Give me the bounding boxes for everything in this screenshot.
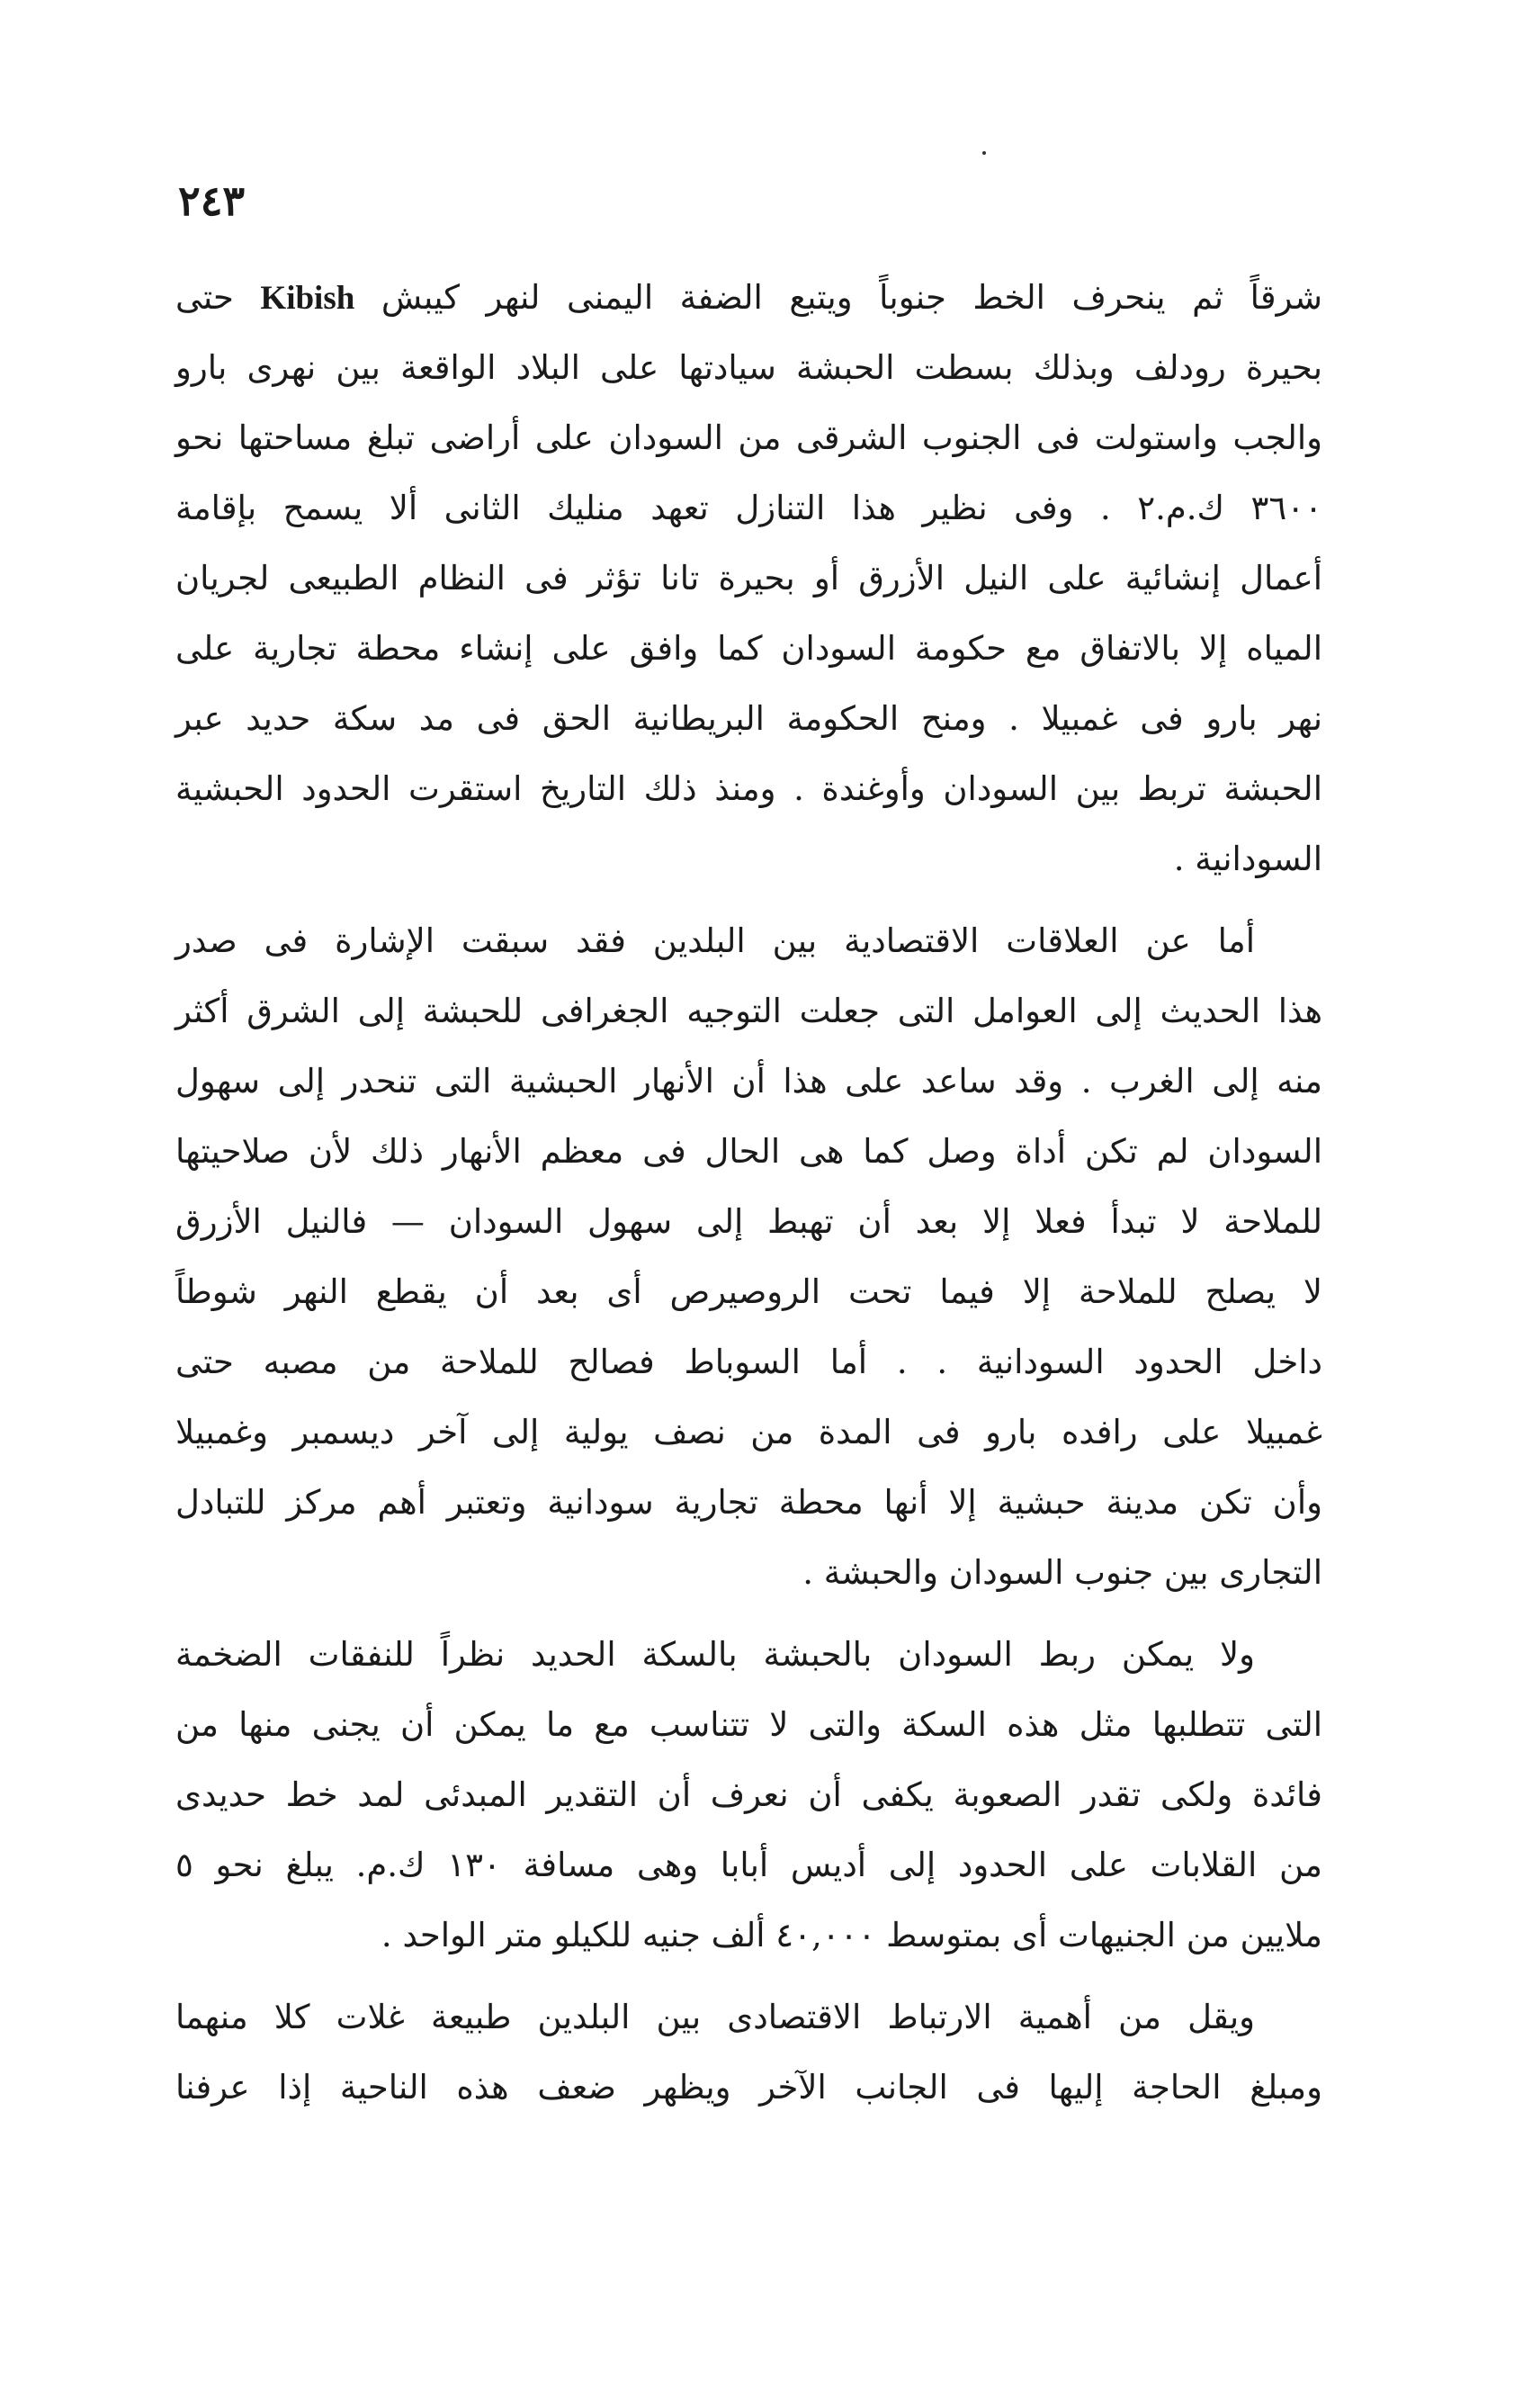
text-line: هذا الحديث إلى العوامل التى جعلت التوجيه الجغرافى للحبشة إلى الشرق أكثر <box>175 992 1322 1030</box>
text-line <box>175 263 1322 333</box>
text-line: ملايين من الجنيهات أى بمتوسط ٤٠,٠٠٠ ألف جنيه للكيلو متر الواحد . <box>381 1916 1322 1954</box>
latin-term: Kibish <box>260 280 355 317</box>
paragraph-3 <box>175 1620 1322 1971</box>
page-number: ٢٤٣ <box>178 176 246 225</box>
text-line: أعمال إنشائية على النيل الأزرق أو بحيرة تانا تؤثر فى النظام الطبيعى لجريان <box>175 559 1322 598</box>
text-line: ويقل من أهمية الارتباط الاقتصادى بين البلدين طبيعة غلات كلا منهما <box>175 1998 1255 2036</box>
text-line: المياه إلا بالاتفاق مع حكومة السودان كما وافق على إنشاء محطة تجارية على <box>175 629 1322 668</box>
text-line: وأن تكن مدينة حبشية إلا أنها محطة تجارية سودانية وتعتبر أهم مركز للتبادل <box>175 1483 1322 1522</box>
text-line: داخل الحدود السودانية . . أما السوباط فصالح للملاحة من مصبه حتى <box>175 1343 1322 1381</box>
text-line: ومبلغ الحاجة إليها فى الجانب الآخر ويظهر ضعف هذه الناحية إذا عرفنا <box>175 2068 1322 2107</box>
paragraph-4 <box>175 1982 1322 2123</box>
text-line: غمبيلا على رافده بارو فى المدة من نصف يولية إلى آخر ديسمبر وغمبيلا <box>175 1413 1322 1451</box>
text-line: للملاحة لا تبدأ فعلا إلا بعد أن تهبط إلى سهول السودان — فالنيل الأزرق <box>175 1202 1322 1241</box>
text-segment: حتى <box>175 278 261 317</box>
text-line: نهر بارو فى غمبيلا . ومنح الحكومة البريطانية الحق فى مد سكة حديد عبر <box>175 699 1322 738</box>
text-line: ولا يمكن ربط السودان بالحبشة بالسكة الحديد نظراً للنفقات الضخمة <box>175 1635 1255 1674</box>
text-line: السودانية . <box>1173 840 1322 878</box>
print-speck <box>982 151 986 155</box>
text-line: لا يصلح للملاحة إلا فيما تحت الروصيرص أى بعد أن يقطع النهر شوطاً <box>175 1272 1322 1311</box>
paragraph-2 <box>175 906 1322 1608</box>
text-line: فائدة ولكى تقدر الصعوبة يكفى أن نعرف أن التقدير المبدئى لمد خط حديدى <box>175 1775 1322 1814</box>
paragraph-1 <box>175 263 1322 894</box>
paragraph-gap <box>175 894 1322 906</box>
text-line: من القلابات على الحدود إلى أديس أبابا وهى مسافة ١٣٠ ك.م. يبلغ نحو ٥ <box>175 1846 1322 1884</box>
text-segment: شرقاً ثم ينحرف الخط جنوباً ويتبع الضفة اليمنى لنهر كيبش <box>354 278 1322 317</box>
text-line: منه إلى الغرب . وقد ساعد على هذا أن الأنهار الحبشية التى تنحدر إلى سهول <box>175 1062 1322 1101</box>
text-line: ٣٦٠٠ ك.م.٢ . وفى نظير هذا التنازل تعهد منليك الثانى ألا يسمح بإقامة <box>175 489 1322 527</box>
paragraph-gap <box>175 1971 1322 1982</box>
paragraph-gap <box>175 1608 1322 1620</box>
text-line: التى تتطلبها مثل هذه السكة والتى لا تتناسب مع ما يمكن أن يجنى منها من <box>175 1705 1322 1744</box>
text-line: السودان لم تكن أداة وصل كما هى الحال فى معظم الأنهار ذلك لأن صلاحيتها <box>175 1132 1322 1171</box>
text-line: بحيرة رودلف وبذلك بسطت الحبشة سيادتها على البلاد الواقعة بين نهرى بارو <box>175 348 1322 387</box>
text-line: التجارى بين جنوب السودان والحبشة . <box>802 1553 1322 1592</box>
page-text <box>175 263 1322 2123</box>
text-line: الحبشة تربط بين السودان وأوغندة . ومنذ ذلك التاريخ استقرت الحدود الحبشية <box>175 769 1322 808</box>
text-line: والجب واستولت فى الجنوب الشرقى من السودان على أراضى تبلغ مساحتها نحو <box>175 418 1322 457</box>
text-line: أما عن العلاقات الاقتصادية بين البلدين فقد سبقت الإشارة فى صدر <box>175 921 1255 960</box>
